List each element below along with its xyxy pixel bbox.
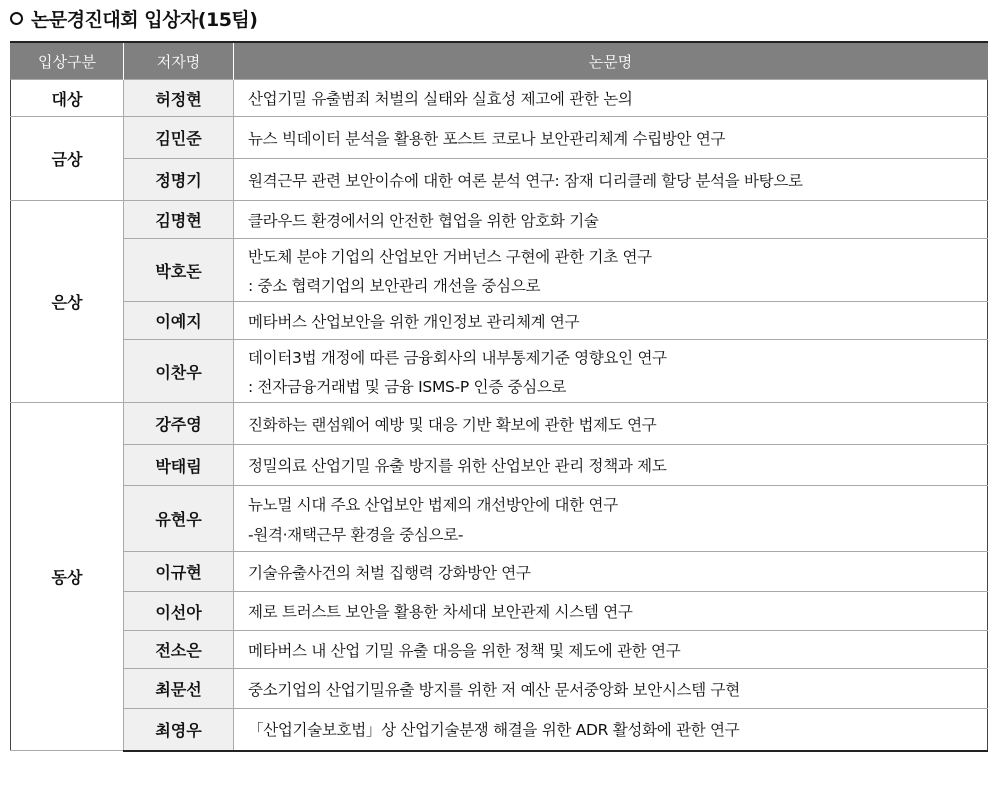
table-row xyxy=(11,552,988,592)
table-row xyxy=(11,709,988,751)
paper-title: 정밀의료 산업기밀 유출 방지를 위한 산업보안 관리 정책과 제도 xyxy=(234,445,988,486)
table-row xyxy=(11,631,988,669)
awards-table xyxy=(10,41,988,752)
table-row xyxy=(11,403,988,445)
award-category: 금상 xyxy=(11,117,124,201)
table-row xyxy=(11,340,988,403)
author-name: 이예지 xyxy=(124,302,234,340)
author-name: 최문선 xyxy=(124,669,234,709)
table-row xyxy=(11,669,988,709)
paper-title: 원격근무 관련 보안이슈에 대한 여론 분석 연구: 잠재 디리클레 할당 분석을 바탕으로 xyxy=(234,159,988,201)
table-row xyxy=(11,159,988,201)
author-name: 정명기 xyxy=(124,159,234,201)
paper-title: 메타버스 내 산업 기밀 유출 대응을 위한 정책 및 제도에 관한 연구 xyxy=(234,631,988,669)
table-row xyxy=(11,239,988,302)
column-header-author: 저자명 xyxy=(124,42,234,80)
column-header-title: 논문명 xyxy=(234,42,988,80)
paper-title: 데이터3법 개정에 따른 금융회사의 내부통제기준 영향요인 연구 : 전자금융거래법 및 금융 ISMS-P 인증 중심으로 xyxy=(234,340,988,403)
paper-title: 메타버스 산업보안을 위한 개인정보 관리체계 연구 xyxy=(234,302,988,340)
paper-title: 산업기밀 유출범죄 처벌의 실태와 실효성 제고에 관한 논의 xyxy=(234,80,988,117)
table-row xyxy=(11,592,988,631)
author-name: 전소은 xyxy=(124,631,234,669)
table-row xyxy=(11,302,988,340)
paper-title: 반도체 분야 기업의 산업보안 거버넌스 구현에 관한 기초 연구 : 중소 협력기업의 보안관리 개선을 중심으로 xyxy=(234,239,988,302)
table-row xyxy=(11,445,988,486)
author-name: 강주영 xyxy=(124,403,234,445)
table-row xyxy=(11,201,988,239)
author-name: 박태림 xyxy=(124,445,234,486)
paper-title: 기술유출사건의 처벌 집행력 강화방안 연구 xyxy=(234,552,988,592)
author-name: 유현우 xyxy=(124,486,234,552)
table-row xyxy=(11,486,988,552)
award-category: 은상 xyxy=(11,201,124,403)
table-row xyxy=(11,117,988,159)
award-category: 대상 xyxy=(11,80,124,117)
author-name: 김민준 xyxy=(124,117,234,159)
author-name: 허정현 xyxy=(124,80,234,117)
circle-bullet-icon xyxy=(10,12,23,25)
author-name: 최영우 xyxy=(124,709,234,751)
author-name: 김명현 xyxy=(124,201,234,239)
paper-title: 뉴노멀 시대 주요 산업보안 법제의 개선방안에 대한 연구 -원격·재택근무 환경을 중심으로- xyxy=(234,486,988,552)
paper-title: 「산업기술보호법」상 산업기술분쟁 해결을 위한 ADR 활성화에 관한 연구 xyxy=(234,709,988,751)
table-header-row xyxy=(11,42,988,80)
column-header-category: 입상구분 xyxy=(11,42,124,80)
author-name: 이선아 xyxy=(124,592,234,631)
author-name: 박호돈 xyxy=(124,239,234,302)
paper-title: 진화하는 랜섬웨어 예방 및 대응 기반 확보에 관한 법제도 연구 xyxy=(234,403,988,445)
paper-title: 제로 트러스트 보안을 활용한 차세대 보안관제 시스템 연구 xyxy=(234,592,988,631)
paper-title: 뉴스 빅데이터 분석을 활용한 포스트 코로나 보안관리체계 수립방안 연구 xyxy=(234,117,988,159)
author-name: 이규현 xyxy=(124,552,234,592)
paper-title: 클라우드 환경에서의 안전한 협업을 위한 암호화 기술 xyxy=(234,201,988,239)
table-row xyxy=(11,80,988,117)
author-name: 이찬우 xyxy=(124,340,234,403)
section-heading xyxy=(10,4,257,32)
award-category: 동상 xyxy=(11,403,124,751)
paper-title: 중소기업의 산업기밀유출 방지를 위한 저 예산 문서중앙화 보안시스템 구현 xyxy=(234,669,988,709)
heading-text: 논문경진대회 입상자(15팀) xyxy=(31,8,258,31)
